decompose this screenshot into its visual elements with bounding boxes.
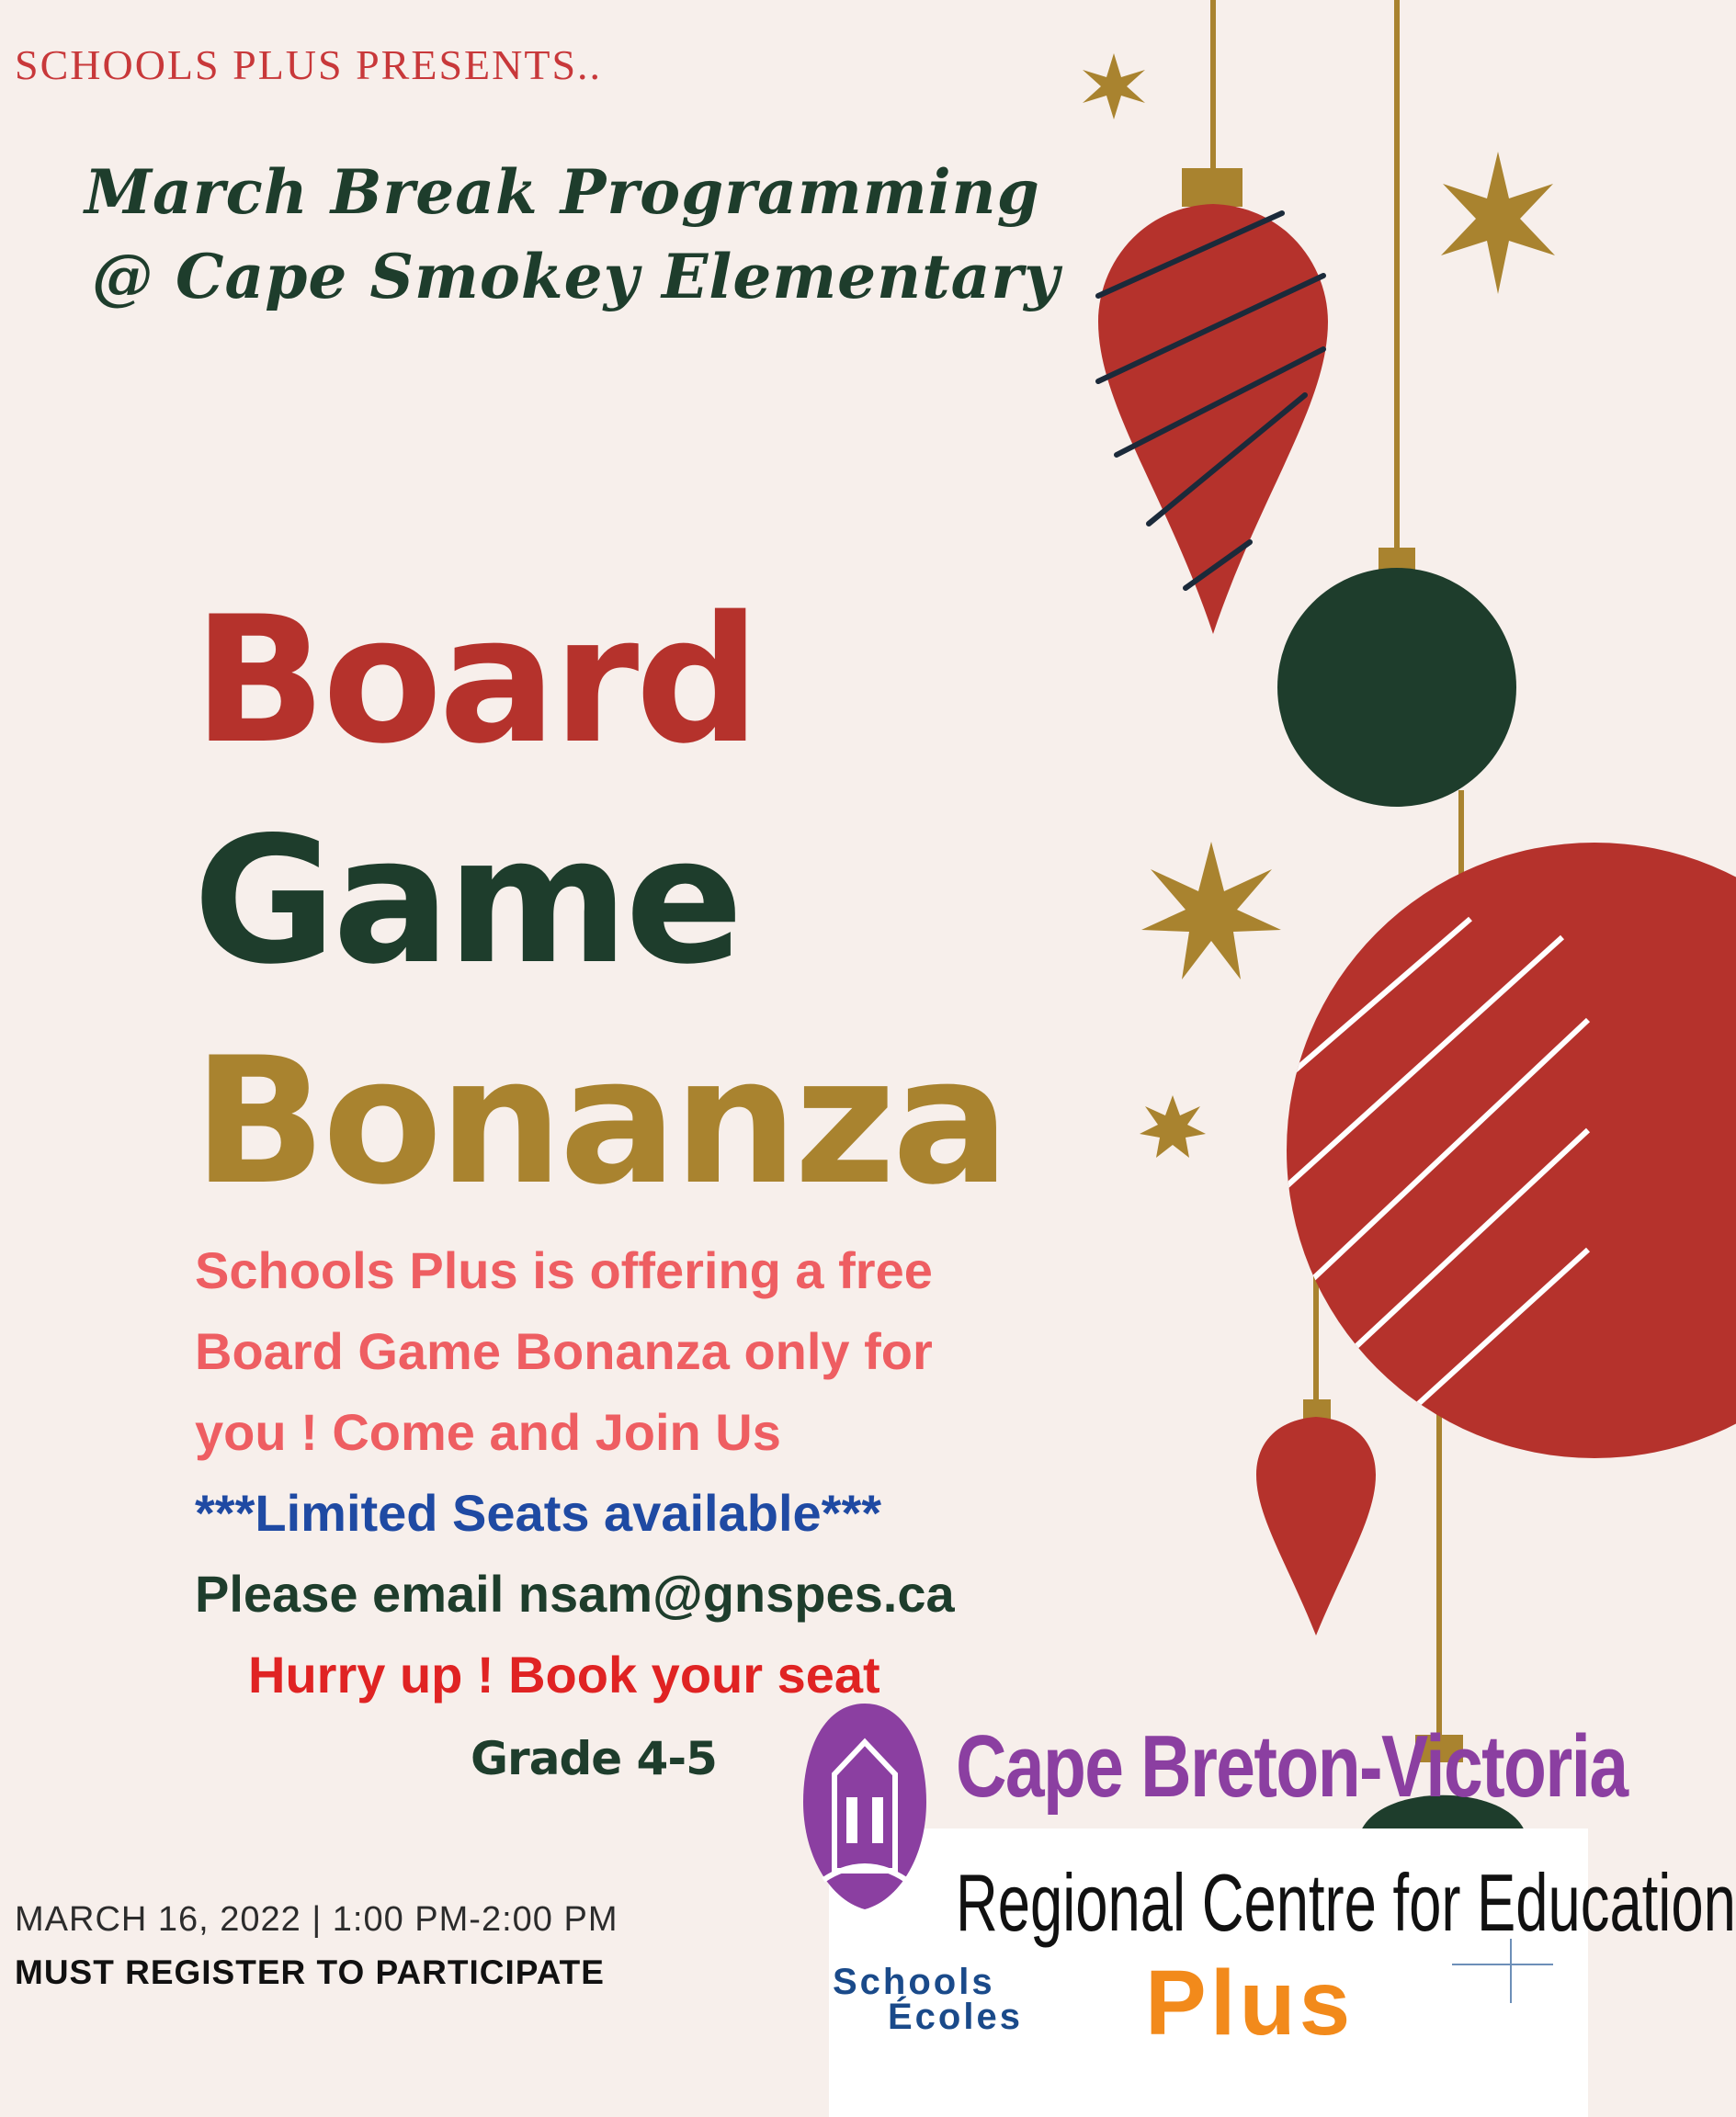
description-line1: Schools Plus is offering a free bbox=[195, 1241, 933, 1299]
event-date-time: MARCH 16, 2022 | 1:00 PM-2:00 PM bbox=[15, 1900, 618, 1939]
teardrop-ornament-icon bbox=[1098, 168, 1328, 634]
logo-org-subtitle: Regional Centre for Education bbox=[956, 1857, 1736, 1948]
grade-level: Grade 4-5 bbox=[471, 1732, 717, 1785]
title-word-bonanza: Bonanza bbox=[193, 1020, 1006, 1223]
program-title-line2: @ Cape Smokey Elementary bbox=[92, 241, 1061, 312]
description-line3: you ! Come and Join Us bbox=[195, 1403, 781, 1461]
registration-notice: MUST REGISTER TO PARTICIPATE bbox=[15, 1953, 605, 1991]
small-teardrop-ornament-icon bbox=[1256, 1399, 1376, 1636]
limited-seats-notice: ***Limited Seats available*** bbox=[195, 1484, 882, 1542]
logo-cross-mark-icon bbox=[1452, 1939, 1553, 2003]
presents-heading: SCHOOLS PLUS PRESENTS.. bbox=[15, 41, 603, 88]
program-title-line1: March Break Programming bbox=[85, 156, 1040, 228]
title-word-game: Game bbox=[193, 799, 741, 1002]
green-ball-ornament-icon bbox=[1277, 548, 1516, 807]
logo-org-name: Cape Breton-Victoria bbox=[956, 1717, 1628, 1816]
logo-ecoles-word: Écoles bbox=[888, 1997, 1023, 2037]
logo-schools-word: Schools bbox=[833, 1962, 995, 2002]
striped-ball-ornament-icon bbox=[1268, 843, 1736, 1458]
description-line2: Board Game Bonanza only for bbox=[195, 1322, 933, 1380]
logo-plus-word: Plus bbox=[1145, 1952, 1355, 2055]
hurry-callout: Hurry up ! Book your seat bbox=[248, 1646, 880, 1704]
title-word-board: Board bbox=[193, 579, 757, 782]
email-instruction: Please email nsam@gnspes.ca bbox=[195, 1565, 955, 1623]
cbvrce-emblem-icon bbox=[796, 1696, 934, 1917]
